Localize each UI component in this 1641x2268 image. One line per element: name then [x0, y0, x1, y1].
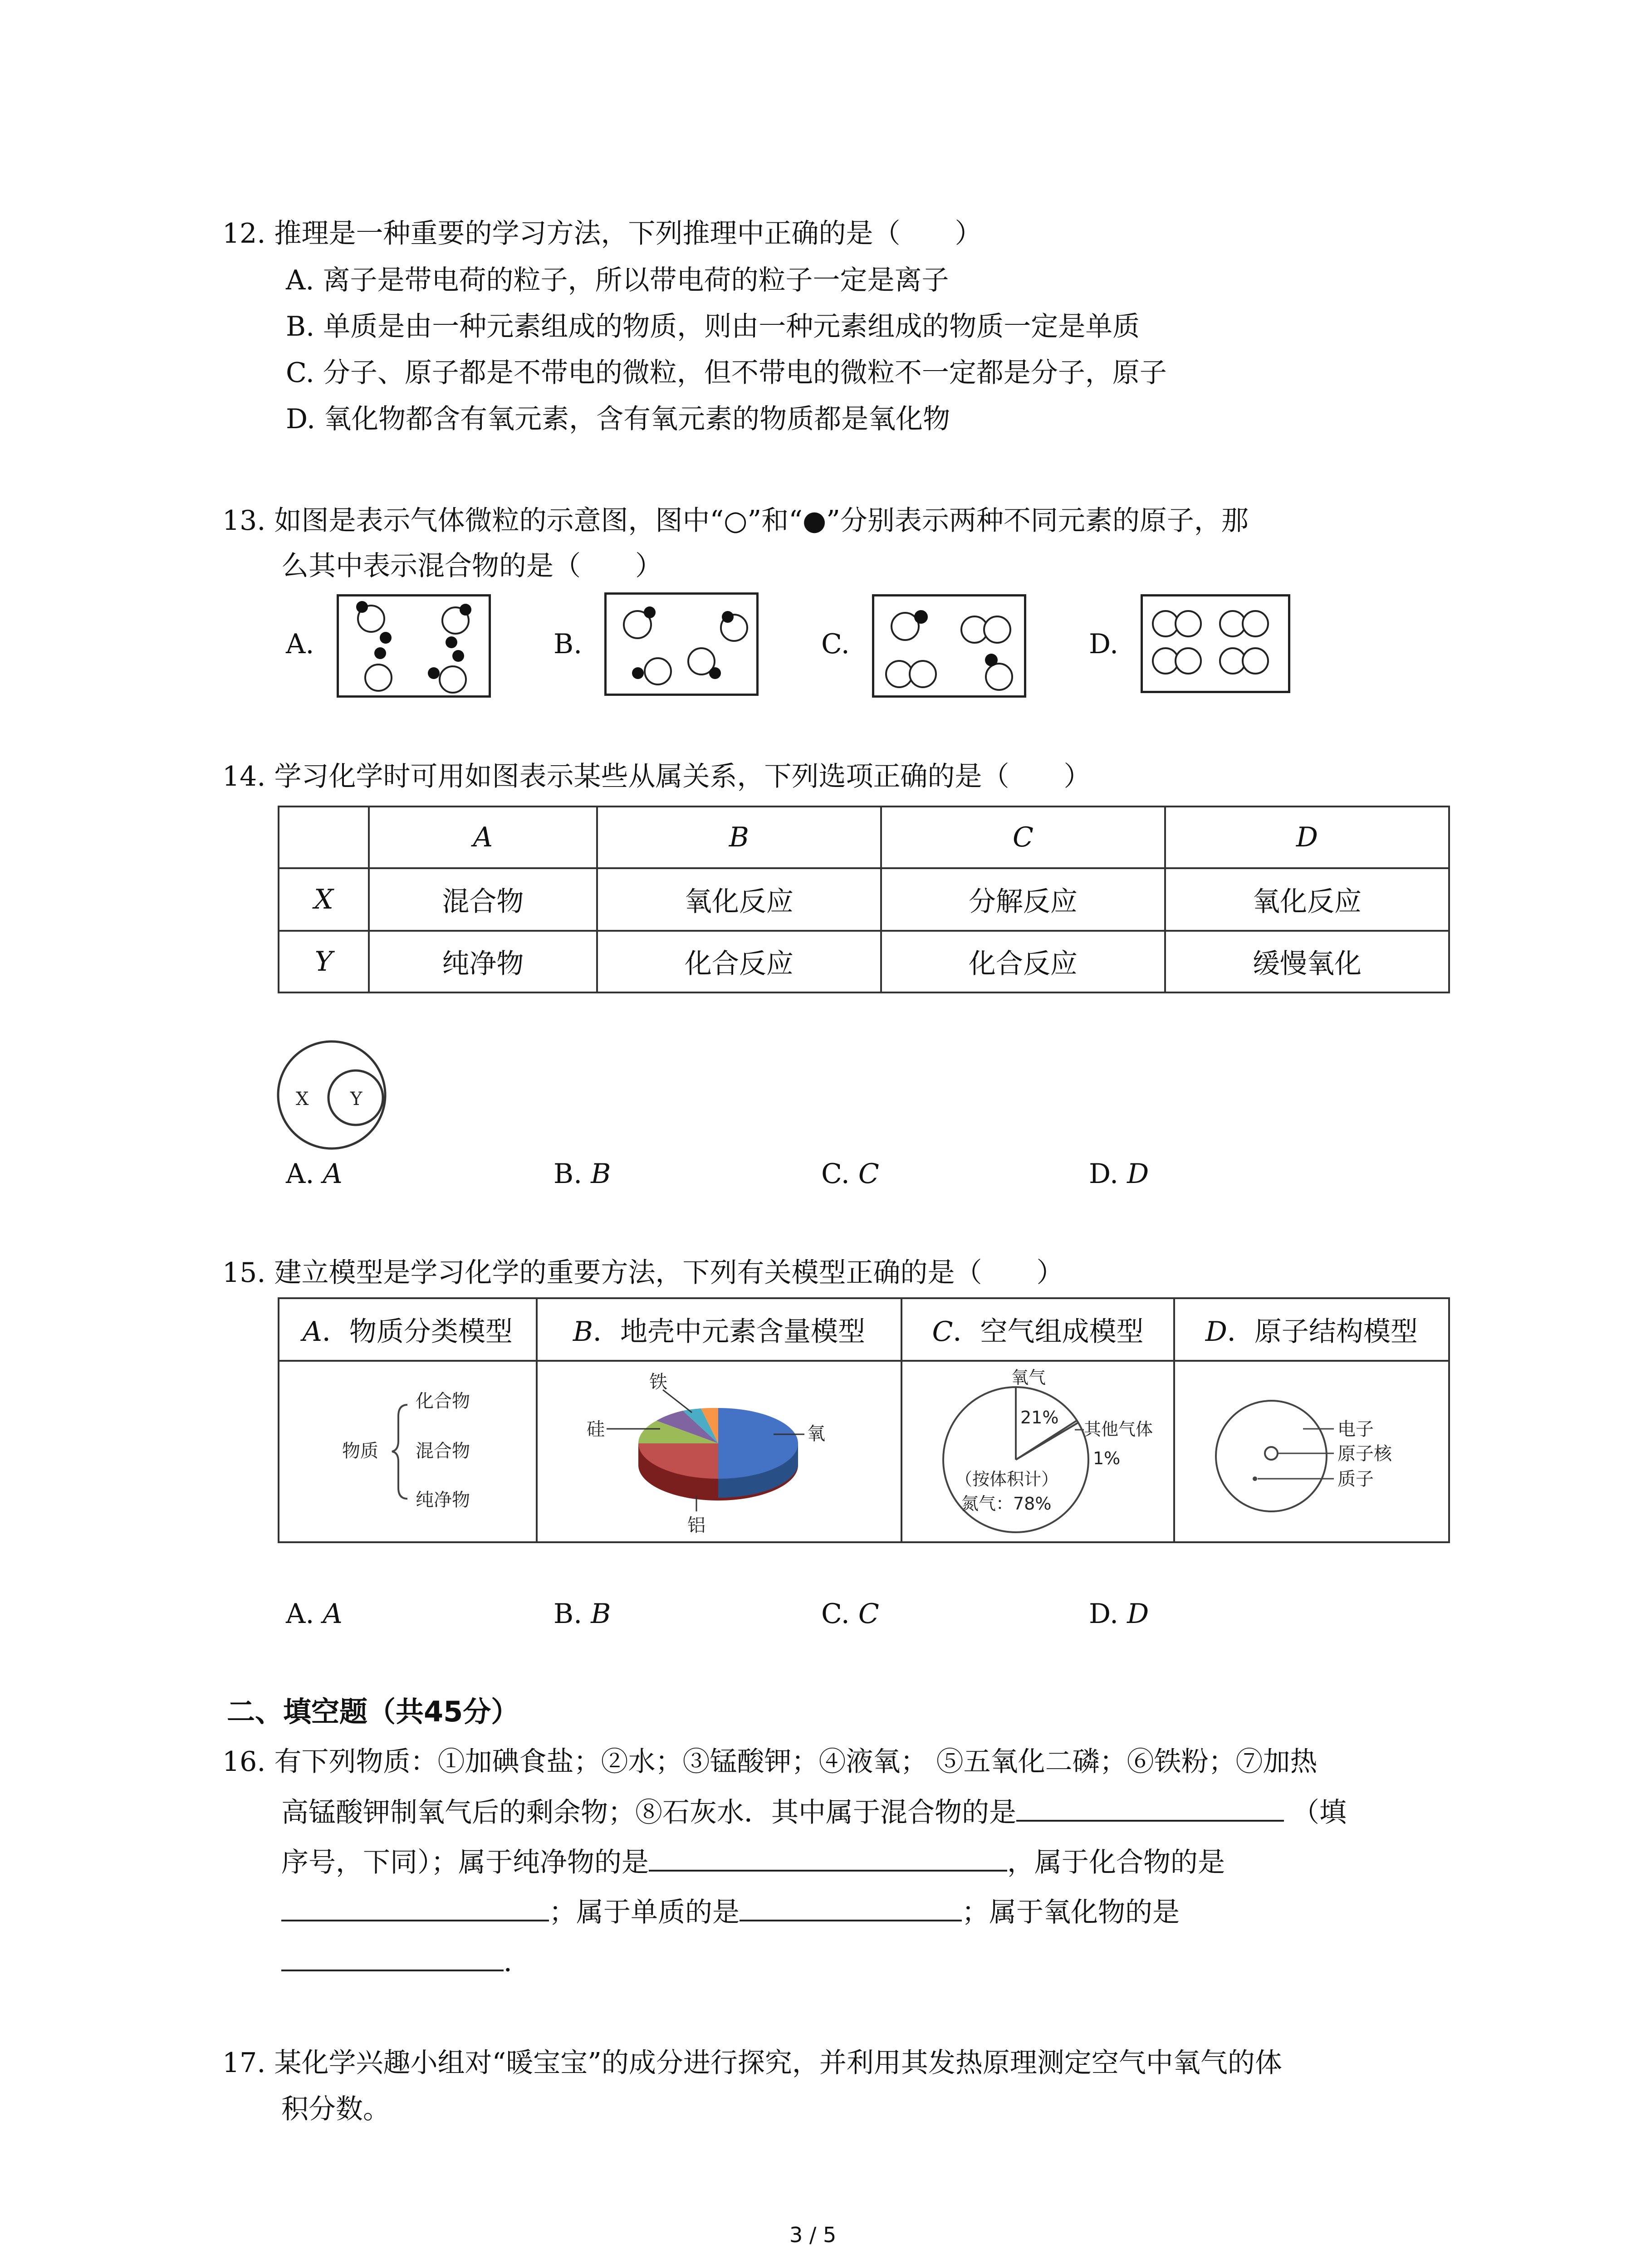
- q14-header-b: B: [597, 807, 881, 868]
- page-number: 3 / 5: [789, 2223, 837, 2247]
- air-other-pct: 1%: [1093, 1448, 1121, 1468]
- air-oxygen-pct: 21%: [1020, 1408, 1059, 1427]
- q14-stem: 14. 学习化学时可用如图表示某些从属关系，下列选项正确的是（ ）: [222, 761, 1091, 792]
- q14-row-x-label: X: [279, 868, 369, 931]
- atom-proton-label: 质子: [1337, 1469, 1374, 1490]
- q12-stem: 12. 推理是一种重要的学习方法，下列推理中正确的是（ ）: [222, 218, 982, 249]
- atom-electron-label: 电子: [1337, 1419, 1374, 1440]
- q13-box-a: [337, 594, 491, 698]
- q14-row-y-b: 化合反应: [597, 931, 881, 992]
- model-a-branch-1: 化合物: [416, 1391, 470, 1412]
- q13-label-d: D.: [1089, 628, 1119, 660]
- q15-answer-a: A. A: [286, 1598, 343, 1630]
- q14-answer-b: B. B: [554, 1158, 611, 1190]
- air-composition-model: [902, 1362, 1173, 1539]
- q15-model-c-cell: [901, 1361, 1174, 1542]
- q14-answer-a: A. A: [286, 1158, 343, 1190]
- q14-row-y-c: 化合反应: [881, 931, 1165, 992]
- q14-row-x-a: 混合物: [369, 868, 597, 931]
- q13-box-d: [1141, 594, 1290, 693]
- q13-stem-line1: 13. 如图是表示气体微粒的示意图，图中“○”和“●”分别表示两种不同元素的原子，那: [222, 505, 1249, 537]
- q14-table: [278, 806, 1450, 993]
- q13-label-b: B.: [554, 628, 583, 660]
- model-a-root: 物质: [342, 1441, 378, 1461]
- q16-blank-mixture[interactable]: [1016, 1793, 1284, 1822]
- q15-header-a: A．物质分类模型: [279, 1298, 537, 1361]
- pie-label-oxygen: 氧: [807, 1423, 825, 1444]
- atom-nucleus-label: 原子核: [1337, 1443, 1392, 1464]
- q14-row-y-label: Y: [279, 931, 369, 992]
- q15-header-b: B．地壳中元素含量模型: [537, 1298, 902, 1361]
- q17-line2: 积分数。: [281, 2093, 390, 2125]
- q14-header-a: A: [369, 807, 597, 868]
- q15-answer-b: B. B: [554, 1598, 611, 1630]
- q15-header-c: C．空气组成模型: [901, 1298, 1174, 1361]
- q14-row-y-a: 纯净物: [369, 931, 597, 992]
- air-other-label: 其他气体: [1084, 1419, 1153, 1439]
- q16-blank-element[interactable]: [740, 1892, 962, 1921]
- q13-stem-line2: 么其中表示混合物的是（ ）: [281, 550, 662, 582]
- q16-line2: 高锰酸钾制氧气后的剩余物；⑧石灰水．其中属于混合物的是 （填: [281, 1793, 1347, 1831]
- q17-line1: 17. 某化学兴趣小组对“暖宝宝”的成分进行探究，并利用其发热原理测定空气中氧气的体: [222, 2047, 1282, 2079]
- q13-label-a: A.: [286, 628, 314, 660]
- q16-blank-oxide[interactable]: [281, 1942, 504, 1971]
- q16-blank-pure[interactable]: [649, 1843, 1007, 1872]
- venn-inner-label: Y: [350, 1089, 362, 1110]
- q16-line1: 16. 有下列物质：①加碘食盐；②水；③锰酸钾；④液氧； ⑤五氧化二磷；⑥铁粉；⑦加热: [222, 1746, 1318, 1778]
- q15-answer-d: D. D: [1089, 1598, 1149, 1630]
- model-a-branch-2: 混合物: [416, 1441, 470, 1461]
- q15-model-a-cell: [279, 1361, 537, 1542]
- atom-structure-model: [1175, 1362, 1447, 1539]
- q15-model-b-cell: [537, 1361, 902, 1542]
- model-a-branch-3: 纯净物: [416, 1490, 470, 1510]
- q14-row-y-d: 缓慢氧化: [1165, 931, 1449, 992]
- pie-label-iron: 铁: [649, 1372, 667, 1393]
- q16-blank-compound[interactable]: [281, 1892, 549, 1921]
- q13-box-c: [872, 594, 1026, 698]
- pie-label-aluminum: 铝: [687, 1515, 705, 1536]
- q14-row-x-d: 氧化反应: [1165, 868, 1449, 931]
- q12-option-d: D. 氧化物都含有氧元素，含有氧元素的物质都是氧化物: [286, 403, 950, 435]
- q13-box-b: [604, 592, 759, 696]
- q15-answer-c: C. C: [821, 1598, 879, 1630]
- q15-model-d-cell: [1174, 1361, 1449, 1542]
- section-title: 二、填空题（共45分）: [227, 1695, 519, 1728]
- q12-option-c: C. 分子、原子都是不带电的微粒，但不带电的微粒不一定都是分子，原子: [286, 357, 1167, 389]
- q14-header-d: D: [1165, 807, 1449, 868]
- crust-pie-model: [538, 1362, 901, 1539]
- q14-header-empty: [279, 807, 369, 868]
- q12-option-b: B. 单质是由一种元素组成的物质，则由一种元素组成的物质一定是单质: [286, 311, 1140, 342]
- q14-header-c: C: [881, 807, 1165, 868]
- q14-row-x-b: 氧化反应: [597, 868, 881, 931]
- q16-line5: ．: [281, 1942, 531, 1980]
- q14-answer-c: C. C: [821, 1158, 879, 1190]
- q12-option-a: A. 离子是带电荷的粒子，所以带电荷的粒子一定是离子: [286, 264, 949, 296]
- pie-label-silicon: 硅: [586, 1419, 605, 1440]
- air-nitrogen-label: 氮气：78%: [961, 1494, 1052, 1514]
- classification-model: [279, 1362, 534, 1539]
- q13-label-c: C.: [821, 628, 850, 660]
- q14-answer-d: D. D: [1089, 1158, 1149, 1190]
- q15-stem: 15. 建立模型是学习化学的重要方法，下列有关模型正确的是（ ）: [222, 1257, 1064, 1289]
- q15-table: [278, 1297, 1450, 1543]
- air-volume-note: （按体积计）: [955, 1469, 1059, 1489]
- air-oxygen-label: 氧气: [1011, 1368, 1046, 1388]
- q14-venn-diagram: [275, 1039, 388, 1152]
- q16-line4: ；属于单质的是 ；属于氧化物的是: [281, 1892, 1180, 1931]
- venn-outer-label: X: [296, 1089, 309, 1110]
- q15-header-d: D．原子结构模型: [1174, 1298, 1449, 1361]
- q16-line3: 序号，下同）；属于纯净物的是 ，属于化合物的是: [281, 1843, 1225, 1881]
- q14-row-x-c: 分解反应: [881, 868, 1165, 931]
